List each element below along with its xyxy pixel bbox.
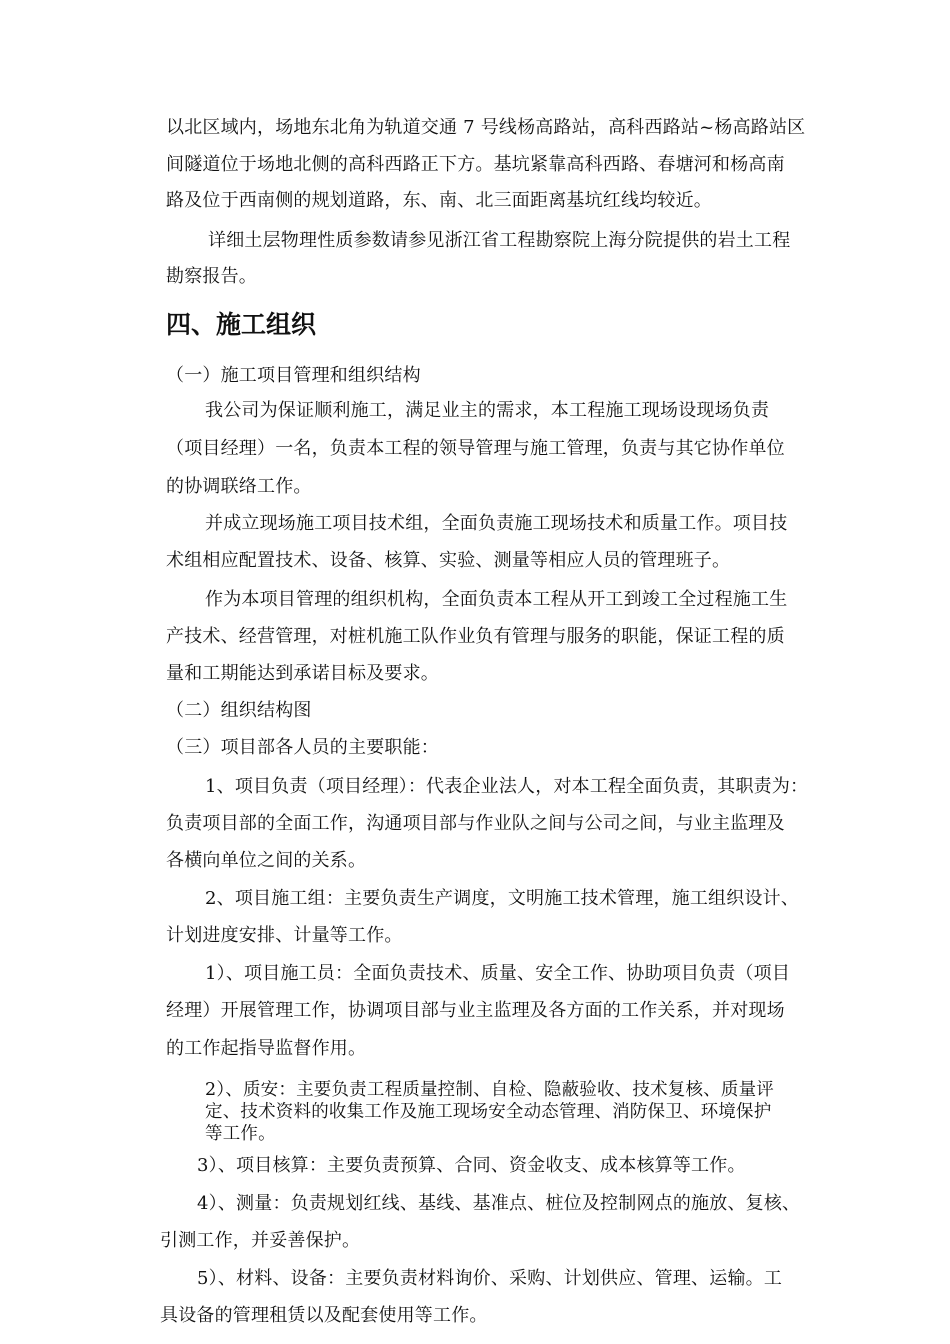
paragraph-line: 我公司为保证顺利施工，满足业主的需求，本工程施工现场设现场负责 — [205, 400, 770, 421]
paragraph-line: 详细土层物理性质参数请参见浙江省工程勘察院上海分院提供的岩土工程 — [208, 230, 791, 251]
subsection-heading: （三）项目部各人员的主要职能： — [166, 737, 439, 758]
list-item-line: 经理）开展管理工作，协调项目部与业主监理及各方面的工作关系，并对现场 — [166, 1000, 785, 1021]
paragraph-line: 并成立现场施工项目技术组，全面负责施工现场技术和质量工作。项目技 — [205, 513, 788, 534]
list-item-line: 各横向单位之间的关系。 — [166, 850, 367, 871]
paragraph-line: 作为本项目管理的组织机构，全面负责本工程从开工到竣工全过程施工生 — [205, 589, 788, 610]
paragraph-line: 以北区域内，场地东北角为轨道交通 7 号线杨高路站，高科西路站~杨高路站区 — [166, 117, 806, 138]
list-item-line: 的工作起指导监督作用。 — [166, 1038, 367, 1059]
list-item-line: 1）、项目施工员：全面负责技术、质量、安全工作、协助项目负责（项目 — [205, 963, 791, 984]
list-item-line: 具设备的管理租赁以及配套使用等工作。 — [160, 1305, 488, 1326]
list-item-line: 2）、质安：主要负责工程质量控制、自检、隐蔽验收、技术复核、质量评 — [205, 1080, 774, 1100]
list-item-line: 2、项目施工组：主要负责生产调度，文明施工技术管理，施工组织设计、 — [205, 888, 800, 909]
paragraph-line: 的协调联络工作。 — [166, 476, 312, 497]
section-heading: 四、施工组织 — [166, 310, 317, 339]
subsection-heading: （一）施工项目管理和组织结构 — [166, 365, 421, 386]
paragraph-line: 产技术、经营管理，对桩机施工队作业负有管理与服务的职能，保证工程的质 — [166, 626, 785, 647]
paragraph-line: 间隧道位于场地北侧的高科西路正下方。基坑紧靠高科西路、春塘河和杨高南 — [166, 154, 785, 175]
list-item-line: 4）、测量：负责规划红线、基线、基准点、桩位及控制网点的施放、复核、 — [197, 1193, 801, 1214]
paragraph-line: 术组相应配置技术、设备、核算、实验、测量等相应人员的管理班子。 — [166, 550, 731, 571]
list-item-line: 1、项目负责（项目经理）：代表企业法人，对本工程全面负责，其职责为： — [205, 776, 809, 797]
paragraph-line: 量和工期能达到承诺目标及要求。 — [166, 663, 439, 684]
list-item-line: 计划进度安排、计量等工作。 — [166, 925, 403, 946]
subsection-heading: （二）组织结构图 — [166, 700, 312, 721]
list-item-line: 定、技术资料的收集工作及施工现场安全动态管理、消防保卫、环境保护 — [205, 1102, 772, 1122]
list-item-line: 5）、材料、设备：主要负责材料询价、采购、计划供应、管理、运输。工 — [197, 1268, 783, 1289]
list-item-line: 引测工作，并妥善保护。 — [160, 1230, 361, 1251]
list-item-line: 负责项目部的全面工作，沟通项目部与作业队之间与公司之间，与业主监理及 — [166, 813, 785, 834]
paragraph-line: 路及位于西南侧的规划道路，东、南、北三面距离基坑红线均较近。 — [166, 190, 712, 211]
paragraph-line: 勘察报告。 — [166, 266, 257, 287]
list-item-line: 3）、项目核算：主要负责预算、合同、资金收支、成本核算等工作。 — [197, 1155, 746, 1176]
paragraph-line: （项目经理）一名，负责本工程的领导管理与施工管理，负责与其它协作单位 — [166, 438, 785, 459]
list-item-line: 等工作。 — [205, 1124, 276, 1144]
